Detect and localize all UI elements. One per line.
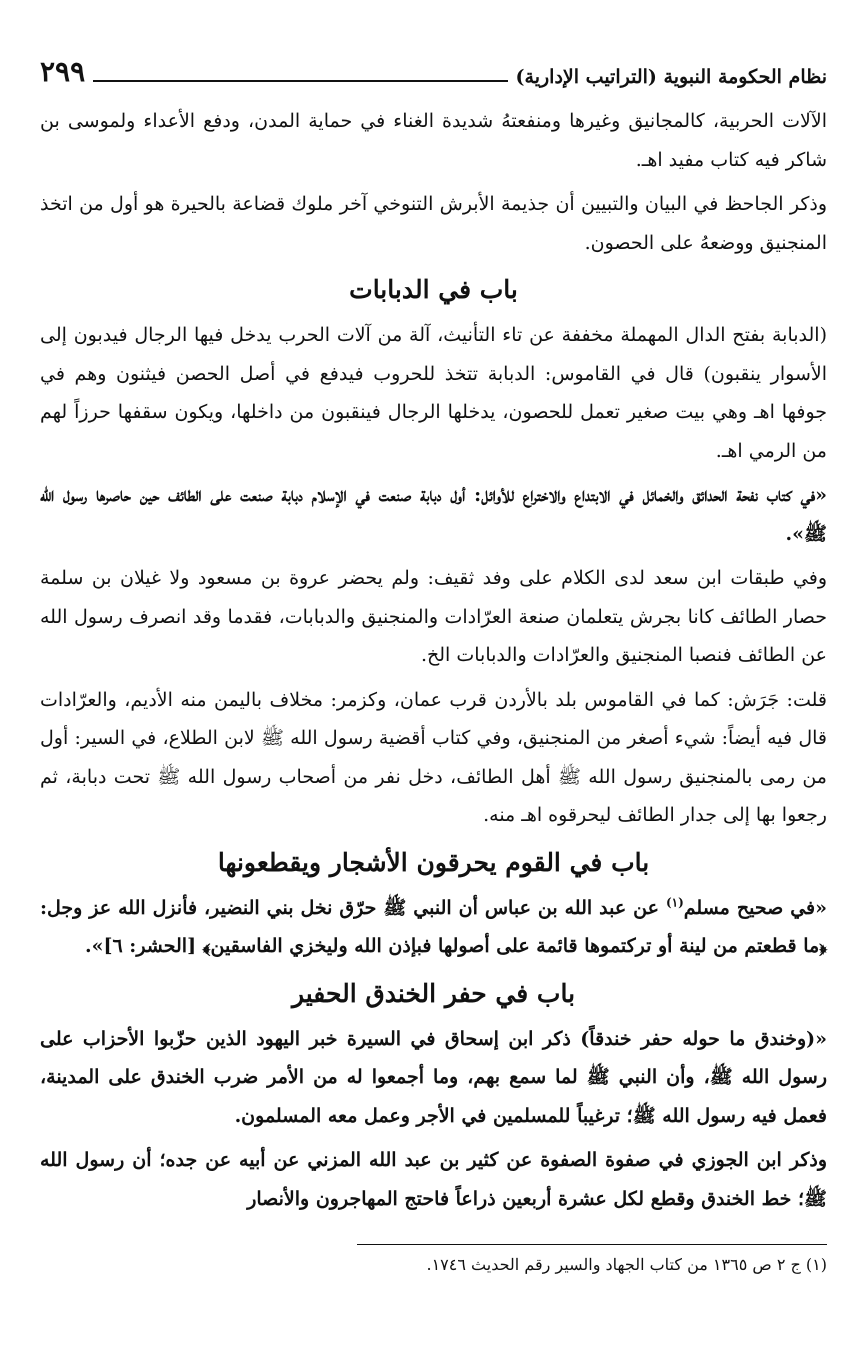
footnote-ref: (١) [665,895,684,910]
book-page [40,44,827,1372]
quoted-paragraph [40,889,827,966]
paragraph: (الدبابة بفتح الدال المهملة مخففة عن تاء التأنيث، آلة من آلات الحرب يدخل فيها الرجال فيدبون إلى الأسوار ينقبون) قال في القاموس: الدبابة تتخذ للحروب فيدفع في أصل الحصن فيثنون وهم في جوفها اهـ وهي بيت صغير تعمل للحصون، يدخلها الرجال فينقبون من داخلها، ويكون سقفها حرزاً لهم من الرمي اهـ. [40,324,827,462]
paragraph: وفي طبقات ابن سعد لدى الكلام على وفد ثقيف: ولم يحضر عروة بن مسعود ولا غيلان بن سلمة حصار الطائف كانا بجرش يتعلمان صنعة العرّادات والمنجنيق والدبابات، فقدما وقد انصرف رسول الله عن الطائف فنصبا المنجنيق والعرّادات والدبابات الخ. [40,567,827,666]
running-header [40,44,827,88]
page-number: ٢٩٩ [40,55,86,88]
footnote: (١) ج ٢ ص ١٣٦٥ من كتاب الجهاد والسير رقم الحديث ١٧٤٦. [426,1255,827,1274]
quote-end: عن عبد الله بن عباس أن النبي ﷺ حرّق نخل بني النضير، فأنزل الله عز وجل: ﴿ما قطعتم من لينة أو تركتموها قائمة على أصولها فبإذن الله وليخزي الفاسقين﴾ [الحشر: ٦]». [40,896,827,957]
quoted-paragraph: «في كتاب نفحة الحدائق والخمائل في الابتداع والاختراع للأوائل: أول دبابة صنعت في الإسلام دبابة صنعت على الطائف حين حاصرها رسول الله ﷺ». [40,484,827,545]
header-rule [93,80,507,82]
quote-start: «في صحيح مسلم [683,896,827,919]
section-heading: باب في الدبابات [349,275,518,304]
paragraph: وذكر الجاحظ في البيان والتبيين أن جذيمة الأبرش التنوخي آخر ملوك قضاعة بالحيرة هو أول من اتخذ المنجنيق ووضعهُ على الحصون. [40,193,827,254]
section-heading: باب في حفر الخندق الحفير [291,978,576,1008]
page-body [40,102,827,1279]
book-title: نظام الحكومة النبوية (التراتيب الإدارية) [515,66,827,88]
footnote-divider [357,1244,827,1245]
quoted-paragraph: وذكر ابن الجوزي في صفوة الصفوة عن كثير بن عبد الله المزني عن أبيه عن جده؛ أن رسول الله ﷺ؛ خط الخندق وقطع لكل عشرة أربعين ذراعاً فاحتج المهاجرون والأنصار [40,1149,827,1210]
paragraph: الآلات الحربية، كالمجانيق وغيرها ومنفعتهُ شديدة الغناء في حماية المدن، ودفع الأعداء ولموسى بن شاكر فيه كتاب مفيد اهـ. [40,110,827,171]
section-heading: باب في القوم يحرقون الأشجار ويقطعونها [217,847,650,877]
paragraph: قلت: جَرَش: كما في القاموس بلد بالأردن قرب عمان، وكزمر: مخلاف باليمن منه الأديم، والعرّادات قال فيه أيضاً: شيء أصغر من المنجنيق، وفي كتاب أقضية رسول الله ﷺ لابن الطلاع، في السير: أول من رمى بالمنجنيق رسول الله ﷺ أهل الطائف، دخل نفر من أصحاب رسول الله ﷺ تحت دبابة، ثم رجعوا بها إلى جدار الطائف ليحرقوه اهـ منه. [40,688,827,826]
quoted-paragraph: «(وخندق ما حوله حفر خندقاً) ذكر ابن إسحاق في السيرة خبر اليهود الذين حزّبوا الأحزاب على رسول الله ﷺ، وأن النبي ﷺ لما سمع بهم، وما أجمعوا له من الأمر ضرب الخندق على المدينة، فعمل فيه رسول الله ﷺ؛ ترغيباً للمسلمين في الأجر وعمل معه المسلمون. [40,1027,827,1127]
